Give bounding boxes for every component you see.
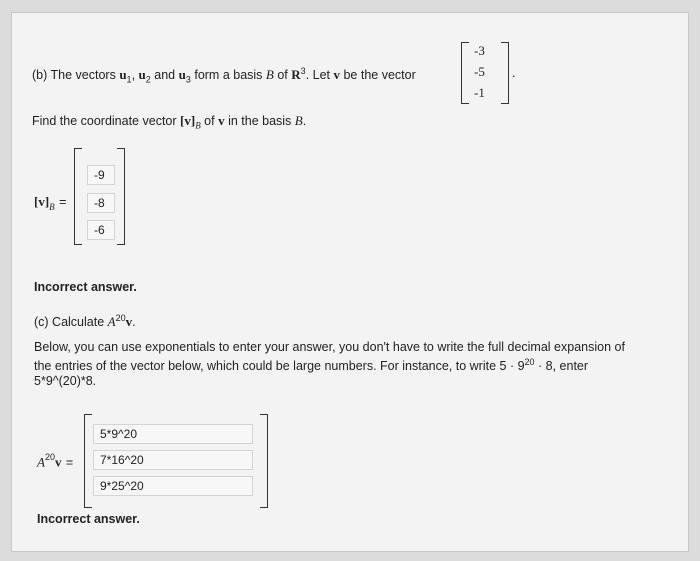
answer-input-1[interactable]: -9 <box>87 165 115 185</box>
vector-right-bracket <box>501 42 509 104</box>
answer-input-2[interactable]: -8 <box>87 193 115 213</box>
part-c-instructions-3: 5*9^(20)*8. <box>34 374 97 388</box>
part-c-feedback: Incorrect answer. <box>37 512 140 526</box>
answer-label: $[v]_B$ = <box>34 194 67 213</box>
period: . <box>512 66 516 80</box>
find-instruction: Find the coordinate vector $[v]_B$ of v in the basis B. <box>32 113 307 131</box>
answer-c-left-bracket <box>84 414 92 508</box>
vector-left-bracket <box>461 42 469 104</box>
part-c-title: (c) Calculate $A^{20}v$. <box>34 313 136 330</box>
part-b-feedback: Incorrect answer. <box>34 280 137 294</box>
answer-input-3[interactable]: -6 <box>87 220 115 240</box>
answer-c-input-3[interactable]: 9*25^20 <box>93 476 253 496</box>
part-b-statement: (b) The vectors $u_1$, $u_2$ and $u_3$ form a basis B of $R^3$. Let v be the vector <box>32 66 416 85</box>
vector-entry: -1 <box>474 85 485 100</box>
answer-right-bracket <box>117 148 125 245</box>
answer-label-c: $A^{20}v$ = <box>37 452 74 470</box>
vector-entry: -3 <box>474 43 485 58</box>
answer-c-right-bracket <box>260 414 268 508</box>
answer-c-input-1[interactable]: 5*9^20 <box>93 424 253 444</box>
vector-entry: -5 <box>474 64 485 79</box>
answer-left-bracket <box>74 148 82 245</box>
answer-c-input-2[interactable]: 7*16^20 <box>93 450 253 470</box>
part-c-instructions-1: Below, you can use exponentials to enter your answer, you don't have to write the full decimal expansion of <box>34 340 625 354</box>
part-c-instructions-2: the entries of the vector below, which could be large numbers. For instance, to write $5 \cdot 9^{20} \cdot 8$, enter <box>34 357 589 374</box>
